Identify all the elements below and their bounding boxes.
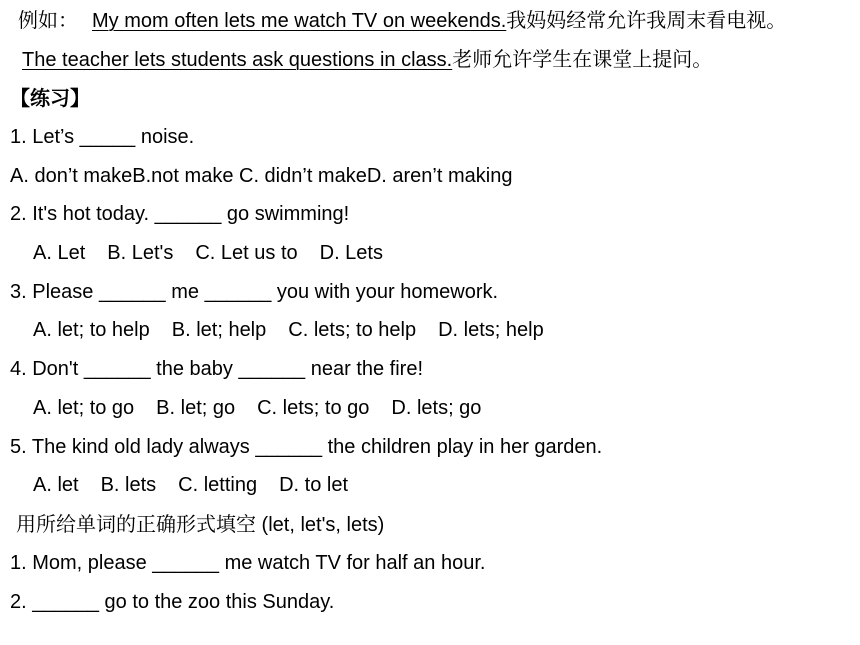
instruction-words: (let, let's, lets) <box>256 514 385 536</box>
option-b: B. lets <box>100 474 157 496</box>
example-line-2 <box>22 47 712 72</box>
question-options <box>33 473 348 497</box>
example-sentence-en: My mom often lets me watch TV on weekends. <box>92 10 507 32</box>
option-c: C. lets; to go <box>257 397 370 419</box>
question-options <box>33 318 544 342</box>
option-d: D. to let <box>279 474 349 496</box>
option-b: B. Let's <box>107 242 174 264</box>
option-a: A. let; to help <box>33 319 150 341</box>
instruction-cn: 用所给单词的正确形式填空 <box>16 512 256 536</box>
option-a: A. let <box>33 474 79 496</box>
fill-in-item: 2. ______ go to the zoo this Sunday. <box>10 591 335 613</box>
practice-heading: 【练习】 <box>10 86 90 110</box>
example-label: 例如： <box>18 8 78 32</box>
question-stem: 5. The kind old lady always ______ the children play in her garden. <box>10 436 603 458</box>
question-options <box>10 164 512 188</box>
question-options <box>33 396 481 420</box>
example-translation-cn: 我妈妈经常允许我周末看电视。 <box>506 8 787 32</box>
question-stem: 1. Let’s _____ noise. <box>10 126 195 148</box>
option-c: C. lets; to help <box>288 319 417 341</box>
option-b: B. let; go <box>156 397 236 419</box>
option-d: D. Lets <box>319 242 383 264</box>
question-stem: 3. Please ______ me ______ you with your homework. <box>10 281 499 303</box>
option-b: B. let; help <box>171 319 267 341</box>
fill-in-instruction <box>16 512 384 537</box>
question-stem: 4. Don't ______ the baby ______ near the fire! <box>10 358 424 380</box>
example-sentence-en: The teacher lets students ask questions in class. <box>22 49 453 71</box>
question-stem: 2. It's hot today. ______ go swimming! <box>10 203 350 225</box>
option-d: D. lets; help <box>438 319 544 341</box>
option-c: C. letting <box>178 474 258 496</box>
example-translation-cn: 老师允许学生在课堂上提问。 <box>452 47 713 71</box>
question-options <box>33 241 383 265</box>
option-a: A. Let <box>33 242 86 264</box>
example-line-1 <box>18 8 786 33</box>
option-d: D. lets; go <box>391 397 482 419</box>
fill-in-item: 1. Mom, please ______ me watch TV for half an hour. <box>10 552 486 574</box>
option-c: C. Let us to <box>195 242 298 264</box>
option: A. don’t makeB.not make C. didn’t makeD. aren’t making <box>10 165 513 187</box>
option-a: A. let; to go <box>33 397 135 419</box>
